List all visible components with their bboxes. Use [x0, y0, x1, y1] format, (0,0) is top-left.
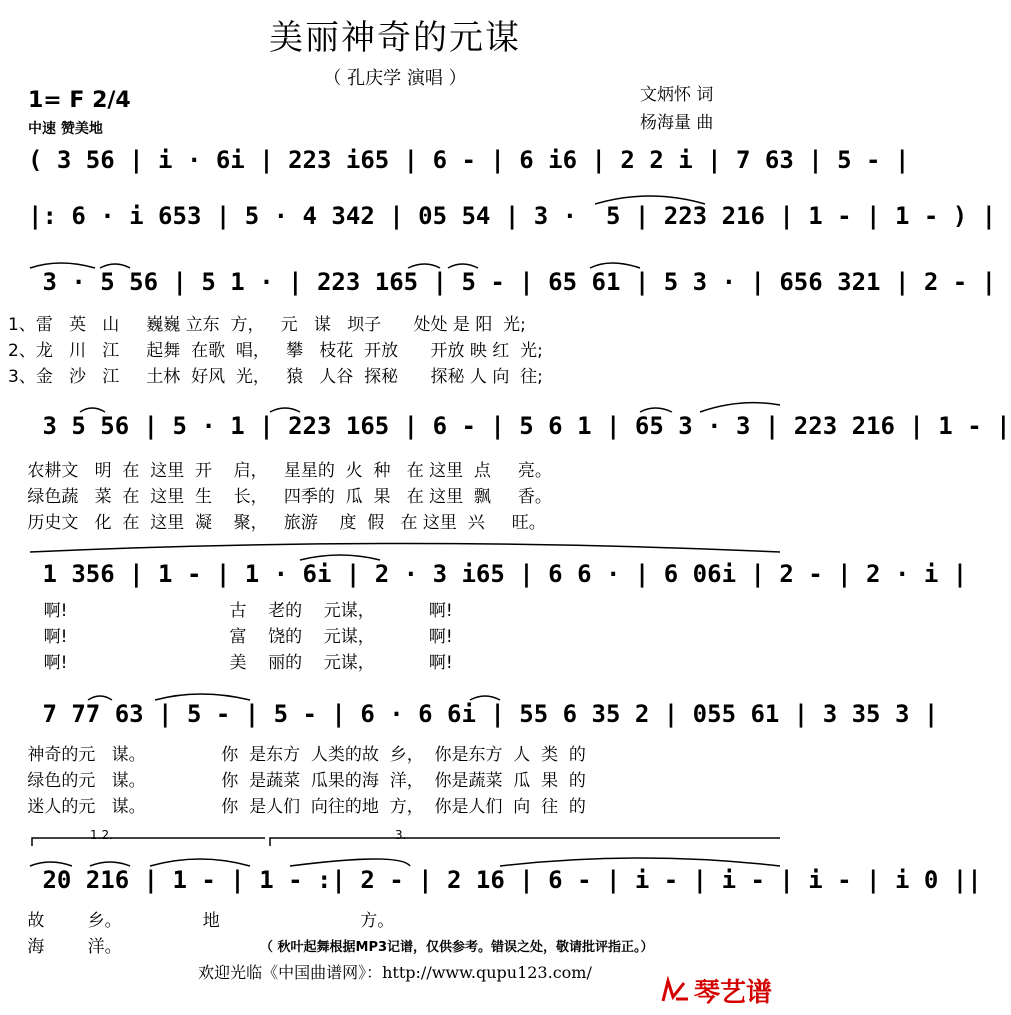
slur-mark — [100, 264, 130, 268]
lyric-line-4-verse-2: 绿色蔬 菜 在 这里 生 长， 四季的 瓜 果 在 这里 飘 香。 — [22, 487, 552, 507]
lyric-line-5-verse-1: 啊! 古 老的 元谋， 啊! — [22, 601, 453, 621]
score-line-5: 1 356 | 1 - | 1 · 6i | 2 · 3 i65 | 6 6 · | 6 06i | 2 - | 2 · i | — [28, 560, 968, 588]
slur-mark — [590, 263, 640, 268]
volta-bracket-3 — [270, 838, 780, 846]
lyric-line-3-verse-3: 3、金 沙 江 土林 好风 光， 猿 人谷 探秘 探秘 人 向 往; — [8, 367, 543, 387]
slur-mark — [88, 696, 112, 700]
lyric-line-6-verse-3: 迷人的元 谋。 你 是人们 向往的地 方， 你是人们 向 往 的 — [22, 797, 586, 817]
slur-mark — [80, 408, 105, 412]
lyric-line-7-verse-2: 海 洋。 — [22, 937, 122, 957]
logo-text: 琴艺谱 — [693, 978, 772, 1008]
key-signature: 1= F 2/4 — [28, 88, 131, 113]
score-line-4: 3 5 56 | 5 · 1 | 223 165 | 6 - | 5 6 1 | 65 3 · 3 | 223 216 | 1 - | — [28, 412, 1011, 440]
slur-mark — [150, 859, 250, 866]
volta-1-2-label: 1.2. — [90, 828, 113, 842]
lyric-line-7-verse-1: 故 乡。 地 方。 — [22, 911, 395, 931]
lyric-line-3-verse-2: 2、龙 川 江 起舞 在歌 唱， 攀 枝花 开放 开放 映 红 光; — [8, 341, 543, 361]
lyric-line-6-verse-2: 绿色的元 谋。 你 是蔬菜 瓜果的海 洋， 你是蔬菜 瓜 果 的 — [22, 771, 586, 791]
slur-mark — [155, 694, 250, 700]
score-line-3: 3 · 5 56 | 5 1 · | 223 165 | 5 - | 65 61 | 5 3 · | 656 321 | 2 - | — [28, 268, 997, 296]
slur-mark — [90, 862, 130, 866]
site-footer[interactable]: 欢迎光临《中国曲谱网》：http://www.qupu123.com/ — [198, 963, 592, 982]
slur-mark — [270, 408, 300, 412]
lyric-line-5-verse-2: 啊! 富 饶的 元谋， 啊! — [22, 627, 453, 647]
slur-mark — [500, 858, 780, 866]
composer-credit: 杨海量 曲 — [640, 113, 714, 133]
song-title: 美丽神奇的元谋 — [269, 18, 521, 58]
tempo-marking: 中速 赞美地 — [28, 121, 103, 137]
slur-mark — [30, 544, 780, 553]
slur-mark — [290, 859, 410, 866]
score-line-2: |: 6 · i 653 | 5 · 4 342 | 05 54 | 3 · 5 | 223 216 | 1 - | 1 - ) | — [28, 202, 997, 230]
slur-mark — [30, 263, 95, 268]
slur-mark — [408, 264, 440, 268]
lyric-line-6-verse-1: 神奇的元 谋。 你 是东方 人类的故 乡， 你是东方 人 类 的 — [22, 745, 586, 765]
slur-mark — [470, 696, 500, 700]
slur-mark — [640, 408, 672, 412]
slur-mark — [448, 264, 478, 268]
performer-subtitle: （ 孔庆学 演唱 ） — [323, 68, 467, 89]
slur-mark — [300, 555, 380, 560]
transcription-remark: （ 秋叶起舞根据MP3记谱，仅供参考。错误之处，敬请批评指正。） — [260, 940, 654, 955]
volta-bracket-1-2 — [32, 838, 265, 846]
slur-mark — [700, 403, 780, 412]
lyric-line-5-verse-3: 啊! 美 丽的 元谋， 啊! — [22, 653, 453, 673]
lyric-line-3-verse-1: 1、雷 英 山 巍巍 立东 方， 元 谋 坝子 处处 是 阳 光; — [8, 315, 526, 335]
lyric-line-4-verse-3: 历史文 化 在 这里 凝 聚， 旅游 度 假 在 这里 兴 旺。 — [22, 513, 546, 533]
volta-3-label: 3. — [395, 828, 407, 842]
score-line-7: 20 216 | 1 - | 1 - :| 2 - | 2 16 | 6 - | i - | i - | i - | i 0 || — [28, 866, 982, 894]
lyric-line-4-verse-1: 农耕文 明 在 这里 开 启， 星星的 火 种 在 这里 点 亮。 — [22, 461, 552, 481]
lyricist-credit: 文炳怀 词 — [640, 85, 714, 105]
slur-mark — [30, 862, 72, 866]
slur-mark — [595, 196, 705, 204]
score-line-1: ( 3 56 | i · 6i | 223 i65 | 6 - | 6 i6 | 2 2 i | 7 63 | 5 - | — [28, 146, 910, 174]
score-line-6: 7 77 63 | 5 - | 5 - | 6 · 6 6i | 55 6 35 2 | 055 61 | 3 35 3 | — [28, 700, 939, 728]
